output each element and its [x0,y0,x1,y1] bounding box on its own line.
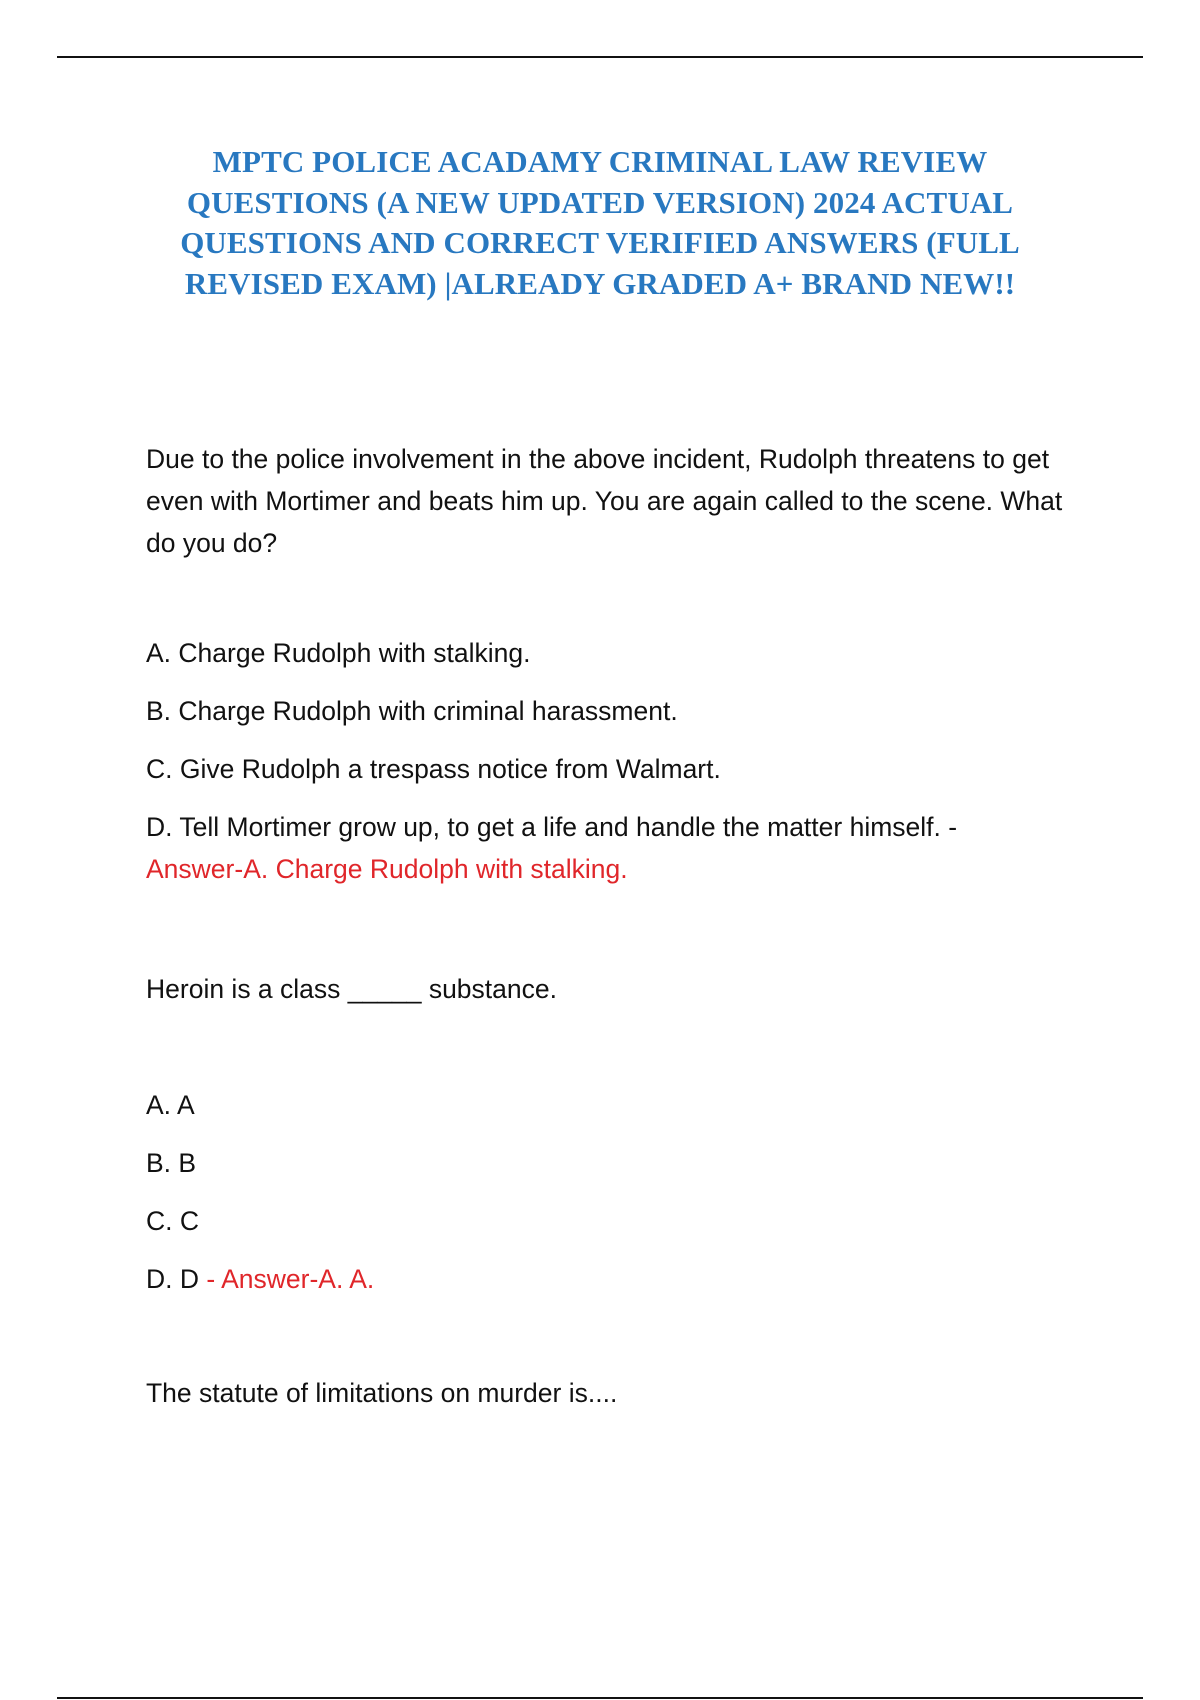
option-d-text: D. Tell Mortimer grow up, to get a life and handle the matter himself. - [146,812,958,842]
option-b: B. Charge Rudolph with criminal harassment. [146,696,678,726]
option-b: B. B [146,1148,197,1178]
question-2 [146,968,1096,1300]
options-list [146,1084,1096,1300]
option-c: C. Give Rudolph a trespass notice from Walmart. [146,754,721,784]
answer-text: - Answer-A. A. [206,1264,375,1294]
question-text: The statute of limitations on murder is.... [146,1378,618,1408]
option-a: A. Charge Rudolph with stalking. [146,638,531,668]
top-rule [57,56,1143,58]
document-title: MPTC POLICE ACADAMY CRIMINAL LAW REVIEW QUESTIONS (A NEW UPDATED VERSION) 2024 ACTUAL QUESTIONS AND CORRECT VERIFIED ANSWERS (FULL REVISED EXAM) |ALREADY GRADED A+ BRAND NEW!! [180,144,1020,301]
question-3 [146,1372,1096,1414]
option-c: C. C [146,1206,199,1236]
option-d [146,1258,1096,1300]
questions-section [146,438,1096,1414]
question-text: Due to the police involvement in the above incident, Rudolph threatens to get even with Mortimer and beats him up. You are again called to the scene. What do you do? [146,444,1063,558]
options-list [146,632,1096,890]
option-a: A. A [146,1090,195,1120]
option-d-text: D. D [146,1264,199,1294]
answer-text: Answer-A. Charge Rudolph with stalking. [146,854,628,884]
question-text: Heroin is a class _____ substance. [146,974,557,1004]
question-1 [146,438,1096,890]
option-d [146,806,1096,890]
bottom-rule [57,1697,1143,1699]
